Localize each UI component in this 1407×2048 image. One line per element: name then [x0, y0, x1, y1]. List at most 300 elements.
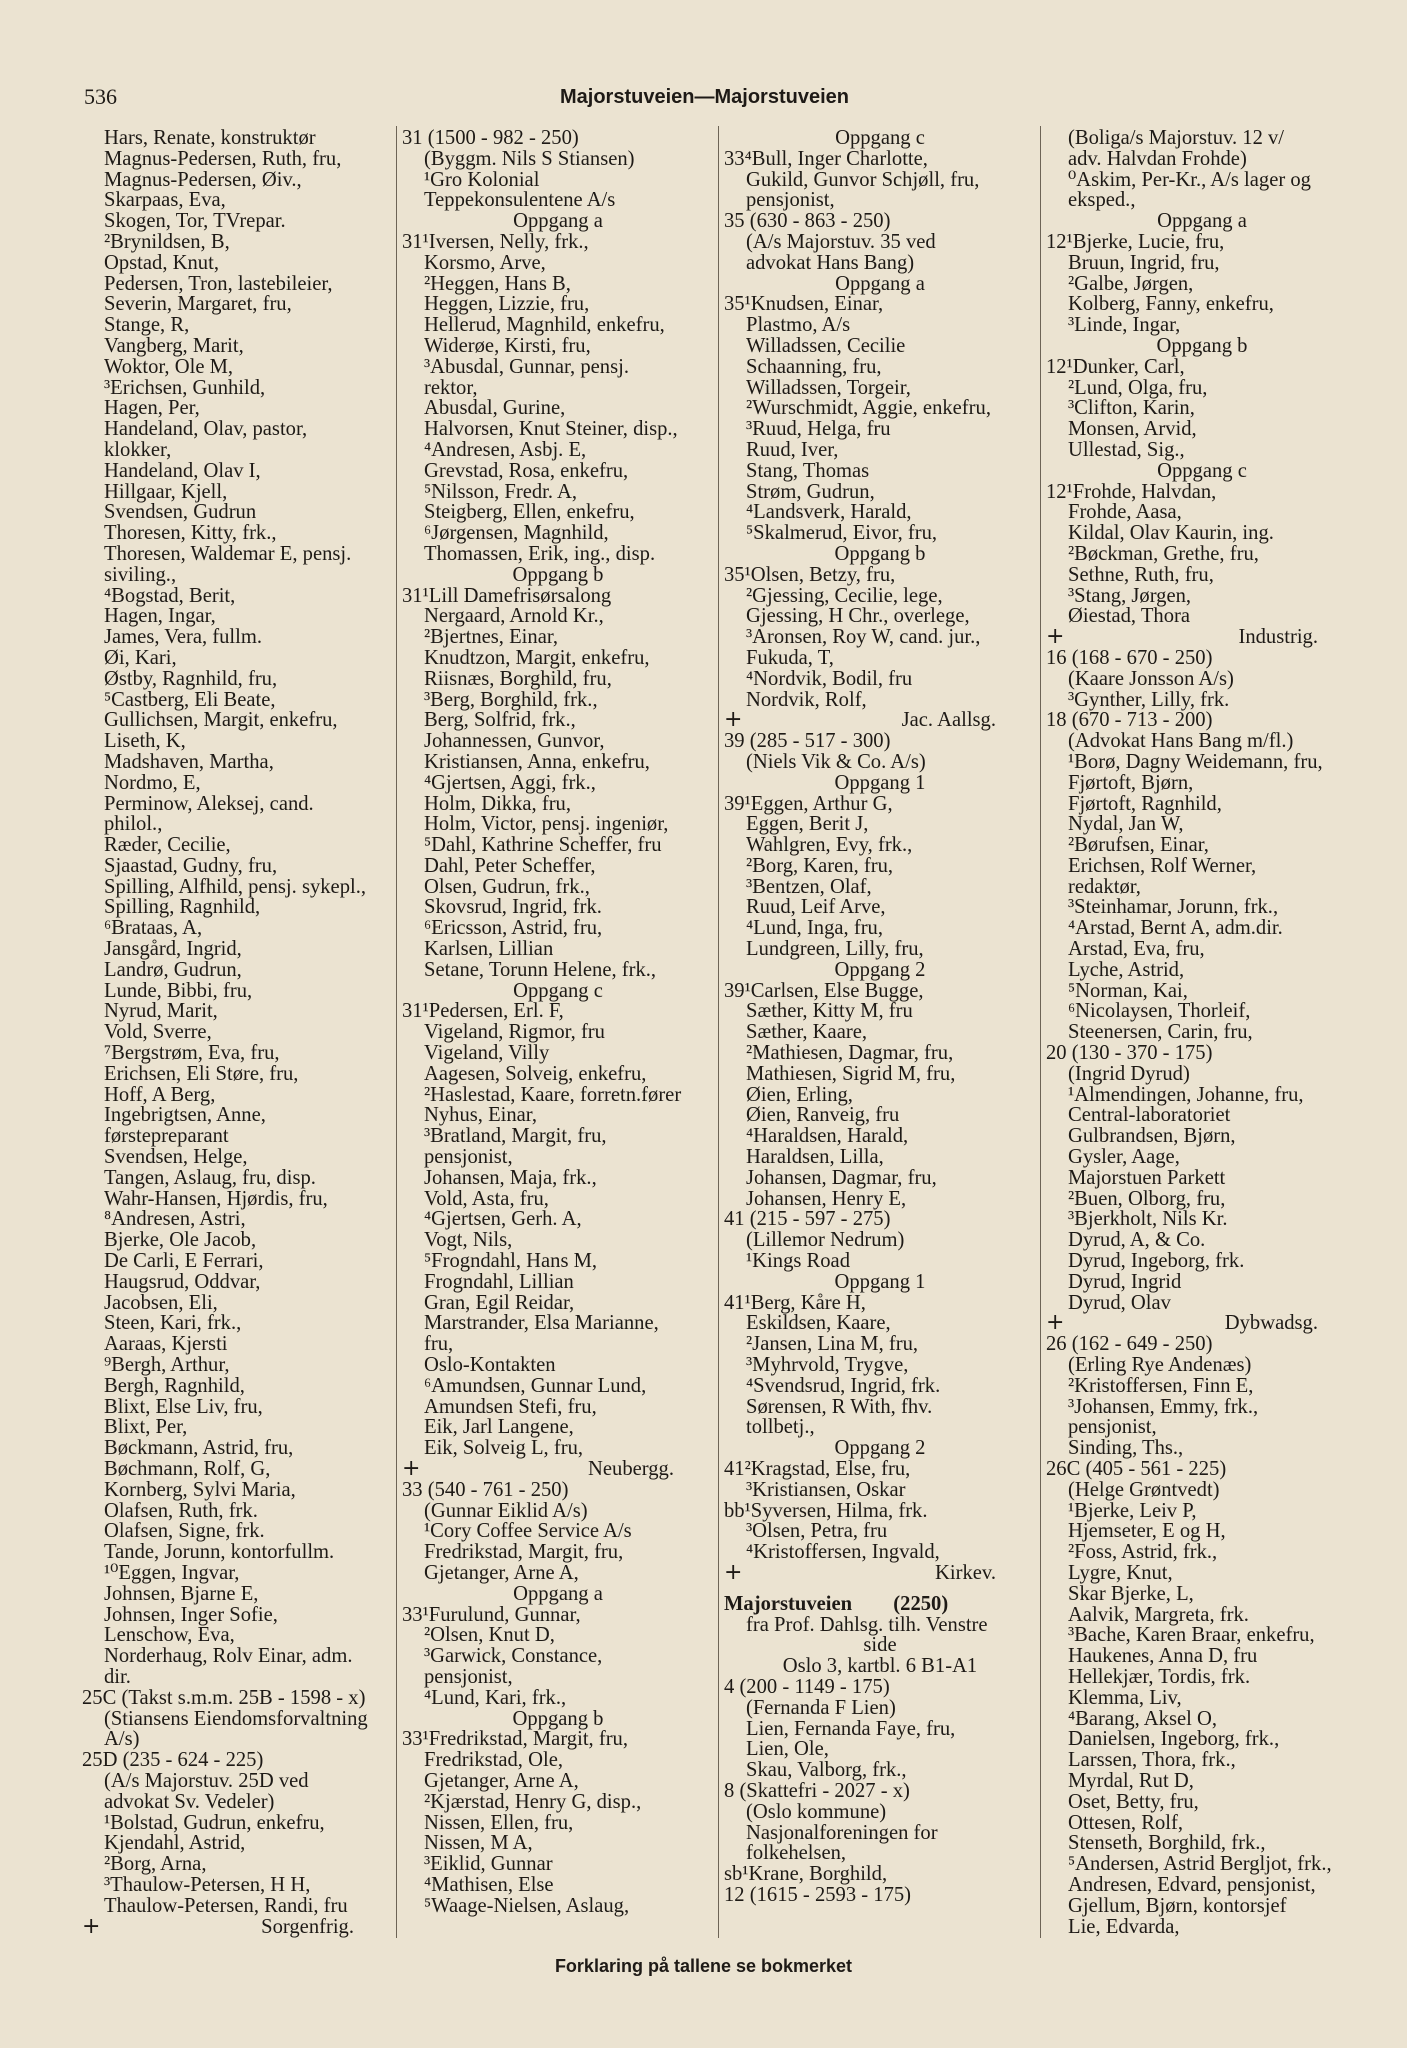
resident-entry: rektor,: [424, 376, 478, 399]
resident-entry: Myrdal, Rut D,: [1068, 1769, 1194, 1792]
resident-entry: Thoresen, Waldemar E, pensj.: [104, 542, 352, 565]
cross-street-name: Sorgenfrig.: [261, 1915, 354, 1938]
resident-entry: Bøckmann, Astrid, fru,: [104, 1437, 294, 1460]
resident-entry: (Fernanda F Lien): [746, 1696, 896, 1719]
address-entry: 31¹Lill Damefrisørsalong: [402, 584, 612, 607]
address-entry: 41²Kragstad, Else, fru,: [724, 1458, 911, 1480]
resident-entry: Svendsen, Helge,: [104, 1146, 248, 1169]
address-entry: 20 (130 - 370 - 175): [1046, 1042, 1213, 1065]
resident-entry: Thomassen, Erik, ing., disp.: [424, 542, 656, 565]
resident-entry: ²Olsen, Knut D,: [424, 1624, 555, 1647]
resident-entry: ⁵Skalmerud, Eivor, fru,: [746, 522, 938, 545]
resident-entry: Plastmo, A/s: [746, 314, 851, 337]
cross-street-line: [1046, 1310, 1358, 1336]
resident-entry: Karlsen, Lillian: [424, 938, 554, 961]
resident-entry: Andresen, Edvard, pensjonist,: [1068, 1873, 1316, 1896]
resident-entry: ⁶Nicolaysen, Thorleif,: [1068, 1000, 1251, 1023]
resident-entry: redaktør,: [1068, 875, 1141, 898]
resident-entry: ³Bache, Karen Braar, enkefru,: [1068, 1624, 1315, 1647]
resident-entry: ⁶Amundsen, Gunnar Lund,: [424, 1374, 647, 1397]
resident-entry: Erichsen, Rolf Werner,: [1068, 854, 1257, 877]
resident-entry: Ruud, Iver,: [746, 438, 839, 461]
resident-entry: Johansen, Henry E,: [746, 1187, 907, 1210]
resident-entry: Ullestad, Sig.,: [1068, 438, 1185, 461]
address-entry: 39 (285 - 517 - 300): [724, 730, 891, 753]
address-entry: 12¹Dunker, Carl,: [1046, 355, 1185, 378]
resident-entry: Hellerud, Magnhild, enkefru,: [424, 314, 665, 337]
resident-entry: (Kaare Jonsson A/s): [1068, 667, 1234, 690]
resident-entry: Stenseth, Borghild, frk.,: [1068, 1832, 1266, 1855]
resident-entry: (Helge Grøntvedt): [1068, 1478, 1220, 1501]
resident-entry: Hagen, Ingar,: [104, 605, 216, 628]
resident-entry: ²Lund, Olga, fru,: [1068, 376, 1208, 399]
resident-entry: Ingebrigtsen, Anne,: [104, 1104, 266, 1127]
cross-street-line: [1046, 624, 1358, 650]
resident-entry: Aalvik, Margreta, frk.: [1068, 1603, 1249, 1626]
column-divider: [396, 126, 397, 1938]
resident-entry: Oset, Betty, fru,: [1068, 1790, 1199, 1813]
resident-entry: Korsmo, Arve,: [424, 251, 546, 274]
resident-entry: Ruud, Leif Arve,: [746, 896, 886, 919]
resident-entry: ³Bratland, Margit, fru,: [424, 1125, 607, 1148]
resident-entry: Fukuda, T,: [746, 646, 834, 669]
resident-entry: Jansgård, Ingrid,: [104, 938, 242, 961]
resident-entry: Holm, Dikka, fru,: [424, 792, 571, 815]
resident-entry: ⁶Ericsson, Astrid, fru,: [424, 917, 603, 940]
resident-entry: ²Kristoffersen, Finn E,: [1068, 1374, 1254, 1397]
stairway-heading: side: [863, 1634, 897, 1657]
resident-entry: Lunde, Bibbi, fru,: [104, 979, 253, 1002]
resident-entry: Woktor, Ole M,: [104, 355, 234, 378]
resident-entry: Haraldsen, Lilla,: [746, 1146, 884, 1169]
cross-mark-icon: +: [1046, 624, 1065, 650]
resident-entry: Fjørtoft, Bjørn,: [1068, 771, 1194, 794]
resident-entry: Haugsrud, Oddvar,: [104, 1270, 261, 1293]
resident-entry: Spilling, Alfhild, pensj. sykepl.,: [104, 875, 367, 898]
resident-entry: advokat Sv. Vedeler): [104, 1790, 275, 1813]
address-entry: 4 (200 - 1149 - 175): [724, 1675, 890, 1698]
resident-entry: ³Johansen, Emmy, frk.,: [1068, 1395, 1259, 1418]
resident-entry: Gjessing, H Chr., overlege,: [746, 605, 970, 628]
resident-entry: ³Erichsen, Gunhild,: [104, 376, 266, 399]
resident-entry: Opstad, Knut,: [104, 251, 219, 274]
address-entry: bb¹Syversen, Hilma, frk.: [724, 1499, 928, 1522]
resident-entry: pensjonist,: [746, 189, 835, 212]
stairway-heading: Oppgang a: [513, 210, 603, 233]
address-entry: 31¹Iversen, Nelly, frk.,: [402, 230, 589, 253]
stairway-heading: Oppgang a: [1157, 210, 1247, 233]
resident-entry: Skar Bjerke, L,: [1068, 1582, 1194, 1605]
resident-entry: Tangen, Aslaug, fru, disp.: [104, 1166, 316, 1189]
resident-entry: Johannessen, Gunvor,: [424, 730, 605, 753]
address-entry: 33¹Fredrikstad, Margit, fru,: [402, 1728, 628, 1751]
page-number: 536: [84, 84, 117, 109]
address-entry: 39¹Eggen, Arthur G,: [724, 792, 893, 815]
resident-entry: (A/s Majorstuv. 25D ved: [104, 1769, 309, 1792]
resident-entry: philol.,: [104, 813, 163, 836]
resident-entry: ³Olsen, Petra, fru: [746, 1520, 888, 1543]
resident-entry: (Advokat Hans Bang m/fl.): [1068, 730, 1294, 753]
cross-mark-icon: +: [724, 707, 743, 733]
resident-entry: Johansen, Maja, frk.,: [424, 1166, 597, 1189]
resident-entry: Hars, Renate, konstruktør: [104, 127, 316, 149]
resident-entry: ⁷Bergstrøm, Eva, fru,: [104, 1042, 280, 1065]
resident-entry: De Carli, E Ferrari,: [104, 1250, 264, 1273]
resident-entry: ¹Cory Coffee Service A/s: [424, 1520, 632, 1543]
resident-entry: Bjerke, Ole Jacob,: [104, 1229, 257, 1252]
resident-entry: ⁴Lund, Kari, frk.,: [424, 1686, 567, 1709]
cross-street-name: Neubergg.: [588, 1458, 674, 1480]
resident-entry: Sinding, Ths.,: [1068, 1437, 1184, 1460]
resident-entry: Abusdal, Gurine,: [424, 397, 566, 420]
resident-entry: Willadssen, Torgeir,: [746, 376, 911, 399]
resident-entry: Jacobsen, Eli,: [104, 1291, 218, 1314]
stairway-heading: Oppgang c: [835, 127, 925, 149]
resident-entry: Tande, Jorunn, kontorfullm.: [104, 1541, 335, 1564]
resident-entry: ⁴Andresen, Asbj. E,: [424, 438, 587, 461]
resident-entry: Østby, Ragnhild, fru,: [104, 667, 278, 690]
resident-entry: advokat Hans Bang): [746, 251, 915, 274]
resident-entry: Olafsen, Ruth, frk.: [104, 1499, 258, 1522]
address-entry: 31 (1500 - 982 - 250): [402, 127, 579, 149]
resident-entry: Vangberg, Marit,: [104, 334, 244, 357]
resident-entry: ³Thaulow-Petersen, H H,: [104, 1873, 311, 1896]
cross-street-name: Dybwadsg.: [1224, 1312, 1318, 1335]
resident-entry: Eik, Jarl Langene,: [424, 1416, 574, 1439]
resident-entry: ³Ruud, Helga, fru: [746, 418, 891, 441]
stairway-heading: Oppgang a: [513, 1582, 603, 1605]
resident-entry: ⁵Frogndahl, Hans M,: [424, 1250, 598, 1273]
resident-entry: Vigeland, Rigmor, fru: [424, 1021, 605, 1044]
resident-entry: ⁴Lund, Inga, fru,: [746, 917, 883, 940]
resident-entry: ³Gynther, Lilly, frk.: [1068, 688, 1230, 711]
resident-entry: Øien, Erling,: [746, 1083, 853, 1106]
address-entry: 18 (670 - 713 - 200): [1046, 709, 1213, 732]
resident-entry: Fjørtoft, Ragnhild,: [1068, 792, 1222, 815]
resident-entry: Skovsrud, Ingrid, frk.: [424, 896, 602, 919]
resident-entry: (Gunnar Eiklid A/s): [424, 1499, 588, 1522]
resident-entry: ³Eiklid, Gunnar: [424, 1853, 553, 1876]
resident-entry: Dyrud, A, & Co.: [1068, 1229, 1206, 1252]
resident-entry: Aaraas, Kjersti: [104, 1333, 228, 1356]
resident-entry: Nordmo, E,: [104, 771, 201, 794]
resident-entry: Nasjonalforeningen for: [746, 1821, 938, 1844]
resident-entry: (Ingrid Dyrud): [1068, 1062, 1190, 1085]
resident-entry: Thoresen, Kitty, frk.,: [104, 522, 277, 545]
resident-entry: ¹Gro Kolonial: [424, 168, 540, 191]
stairway-heading: Oppgang 2: [834, 1437, 926, 1460]
resident-entry: Perminow, Aleksej, cand.: [104, 792, 314, 815]
resident-entry: Nydal, Jan W,: [1068, 813, 1184, 836]
resident-entry: Spilling, Ragnhild,: [104, 896, 261, 919]
resident-entry: Larssen, Thora, frk.,: [1068, 1749, 1236, 1772]
resident-entry: ³Bentzen, Olaf,: [746, 875, 872, 898]
resident-entry: ⁵Dahl, Kathrine Scheffer, fru: [424, 834, 662, 857]
resident-entry: Willadssen, Cecilie: [746, 334, 906, 357]
resident-entry: Gullichsen, Margit, enkefru,: [104, 709, 338, 732]
stairway-heading: Oppgang a: [835, 272, 925, 295]
resident-entry: Øiestad, Thora: [1068, 605, 1191, 628]
resident-entry: ³Aronsen, Roy W, cand. jur.,: [746, 626, 981, 649]
resident-entry: Nergaard, Arnold Kr.,: [424, 605, 604, 628]
resident-entry: Steenersen, Carin, fru,: [1068, 1021, 1253, 1044]
resident-entry: ⁶Brataas, A,: [104, 917, 203, 940]
resident-entry: ²Borg, Karen, fru,: [746, 854, 894, 877]
resident-entry: Knudtzon, Margit, enkefru,: [424, 646, 650, 669]
resident-entry: ⁴Landsverk, Harald,: [746, 501, 912, 524]
resident-entry: fra Prof. Dahlsg. tilh. Venstre: [746, 1613, 988, 1636]
resident-entry: Frohde, Aasa,: [1068, 501, 1182, 524]
resident-entry: Mathiesen, Sigrid M, fru,: [746, 1062, 956, 1085]
resident-entry: Steigberg, Ellen, enkefru,: [424, 501, 635, 524]
resident-entry: førstepreparant: [104, 1125, 229, 1148]
resident-entry: ¹Borø, Dagny Weidemann, fru,: [1068, 750, 1323, 773]
resident-entry: Nyrud, Marit,: [104, 1000, 218, 1023]
address-entry: 35¹Olsen, Betzy, fru,: [724, 563, 896, 586]
address-entry: 12¹Frohde, Halvdan,: [1046, 480, 1217, 503]
cross-street-line: [82, 1913, 394, 1939]
resident-entry: Thaulow-Petersen, Randi, fru: [104, 1894, 348, 1917]
resident-entry: Magnus-Pedersen, Ruth, fru,: [104, 147, 342, 170]
resident-entry: Fredrikstad, Margit, fru,: [424, 1541, 624, 1564]
address-entry: 35 (630 - 863 - 250): [724, 210, 891, 233]
resident-entry: ⁹Bergh, Arthur,: [104, 1354, 230, 1377]
resident-entry: Eskildsen, Kaare,: [746, 1312, 891, 1335]
cross-street-name: Jac. Aallsg.: [901, 709, 996, 732]
resident-entry: ²Mathiesen, Dagmar, fru,: [746, 1042, 954, 1065]
resident-entry: ⁴Mathisen, Else: [424, 1873, 554, 1896]
resident-entry: Lenschow, Eva,: [104, 1624, 235, 1647]
resident-entry: ³Abusdal, Gunnar, pensj.: [424, 355, 629, 378]
resident-entry: pensjonist,: [1068, 1416, 1157, 1439]
address-entry: 26 (162 - 649 - 250): [1046, 1333, 1213, 1356]
stairway-heading: Oppgang 2: [834, 958, 926, 981]
resident-entry: tollbetj.,: [746, 1416, 815, 1439]
resident-entry: Vold, Sverre,: [104, 1021, 212, 1044]
stairway-heading: Oppgang 1: [834, 1270, 926, 1293]
resident-entry: Madshaven, Martha,: [104, 750, 274, 773]
resident-entry: Arstad, Eva, fru,: [1068, 938, 1205, 961]
resident-entry: Lyche, Astrid,: [1068, 958, 1185, 981]
stairway-heading: Oppgang c: [1157, 459, 1247, 482]
resident-entry: Kildal, Olav Kaurin, ing.: [1068, 522, 1274, 545]
address-entry: 25C (Takst s.m.m. 25B - 1598 - x): [82, 1686, 366, 1709]
resident-entry: ¹Bjerke, Leiv P,: [1068, 1499, 1197, 1522]
resident-entry: (Lillemor Nedrum): [746, 1229, 905, 1252]
resident-entry: Lygre, Knut,: [1068, 1561, 1173, 1584]
resident-entry: Steen, Kari, frk.,: [104, 1312, 242, 1335]
resident-entry: Stange, R,: [104, 314, 190, 337]
resident-entry: Nissen, Ellen, fru,: [424, 1811, 574, 1834]
resident-entry: Gjetanger, Arne A,: [424, 1561, 579, 1584]
address-entry: 35¹Knudsen, Einar,: [724, 293, 884, 316]
resident-entry: ²Jansen, Lina M, fru,: [746, 1333, 919, 1356]
resident-entry: Sethne, Ruth, fru,: [1068, 563, 1214, 586]
address-entry: 39¹Carlsen, Else Bugge,: [724, 979, 924, 1002]
resident-entry: ³Steinhamar, Jorunn, frk.,: [1068, 896, 1279, 919]
resident-entry: Nordvik, Rolf,: [746, 688, 867, 711]
resident-entry: Frogndahl, Lillian: [424, 1270, 574, 1293]
resident-entry: ⁴Gjertsen, Aggi, frk.,: [424, 771, 596, 794]
address-entry: 33¹Furulund, Gunnar,: [402, 1603, 581, 1626]
resident-entry: Johnsen, Inger Sofie,: [104, 1603, 278, 1626]
address-entry: 12 (1615 - 2593 - 175): [724, 1883, 912, 1906]
resident-entry: Severin, Margaret, fru,: [104, 293, 292, 316]
resident-entry: ³Bjerkholt, Nils Kr.: [1068, 1208, 1228, 1231]
resident-entry: Vold, Asta, fru,: [424, 1187, 549, 1210]
resident-entry: Hillgaar, Kjell,: [104, 480, 228, 503]
resident-entry: Oslo-Kontakten: [424, 1354, 556, 1377]
resident-entry: adv. Halvdan Frohde): [1068, 147, 1247, 170]
resident-entry: ³Myhrvold, Trygve,: [746, 1354, 909, 1377]
resident-entry: Gysler, Aage,: [1068, 1146, 1180, 1169]
stairway-heading: Oppgang b: [834, 542, 926, 565]
stairway-heading: Oppgang c: [513, 979, 603, 1002]
resident-entry: ²Haslestad, Kaare, forretn.fører: [424, 1083, 682, 1106]
resident-entry: Dahl, Peter Scheffer,: [424, 854, 596, 877]
resident-entry: Øi, Kari,: [104, 646, 177, 669]
resident-entry: Aagesen, Solveig, enkefru,: [424, 1062, 647, 1085]
resident-entry: (Oslo kommune): [746, 1800, 887, 1823]
resident-entry: Setane, Torunn Helene, frk.,: [424, 958, 657, 981]
resident-entry: Vogt, Nils,: [424, 1229, 513, 1252]
resident-entry: (Boliga/s Majorstuv. 12 v/: [1068, 127, 1285, 149]
resident-entry: Dyrud, Olav: [1068, 1291, 1171, 1314]
resident-entry: eksped.,: [1068, 189, 1136, 212]
resident-entry: Klemma, Liv,: [1068, 1686, 1182, 1709]
resident-entry: ¹Bolstad, Gudrun, enkefru,: [104, 1811, 325, 1834]
address-entry: 33 (540 - 761 - 250): [402, 1478, 569, 1501]
resident-entry: Øien, Ranveig, fru: [746, 1104, 900, 1127]
resident-entry: ⁴Bogstad, Berit,: [104, 584, 236, 607]
resident-entry: Nissen, M A,: [424, 1832, 533, 1855]
resident-entry: ³Berg, Borghild, frk.,: [424, 688, 598, 711]
resident-entry: Gulbrandsen, Bjørn,: [1068, 1125, 1236, 1148]
resident-entry: Halvorsen, Knut Steiner, disp.,: [424, 418, 678, 441]
resident-entry: ⁵Nilsson, Fredr. A,: [424, 480, 578, 503]
resident-entry: ²Wurschmidt, Aggie, enkefru,: [746, 397, 991, 420]
address-entry: 41 (215 - 597 - 275): [724, 1208, 891, 1231]
resident-entry: ²Buen, Olborg, fru,: [1068, 1187, 1226, 1210]
resident-entry: Haukenes, Anna D, fru: [1068, 1645, 1258, 1668]
resident-entry: Lie, Edvarda,: [1068, 1915, 1180, 1938]
resident-entry: ⁴Kristoffersen, Ingvald,: [746, 1541, 940, 1564]
resident-entry: pensjonist,: [424, 1665, 513, 1688]
cross-street-name: Kirkev.: [935, 1561, 996, 1584]
resident-entry: Kristiansen, Anna, enkefru,: [424, 750, 650, 773]
resident-entry: Central-laboratoriet: [1068, 1104, 1231, 1127]
resident-entry: Skarpaas, Eva,: [104, 189, 226, 212]
page-title: Majorstuveien—Majorstuveien: [560, 86, 849, 108]
resident-entry: ⁸Andresen, Astri,: [104, 1208, 246, 1231]
resident-entry: ³Linde, Ingar,: [1068, 314, 1181, 337]
resident-entry: ⁵Castberg, Eli Beate,: [104, 688, 276, 711]
resident-entry: Erichsen, Eli Støre, fru,: [104, 1062, 299, 1085]
resident-entry: ²Foss, Astrid, frk.,: [1068, 1541, 1218, 1564]
resident-entry: ⁴Haraldsen, Harald,: [746, 1125, 909, 1148]
resident-entry: folkehelsen,: [746, 1842, 847, 1865]
resident-entry: Magnus-Pedersen, Øiv.,: [104, 168, 302, 191]
resident-entry: Handeland, Olav, pastor,: [104, 418, 308, 441]
resident-entry: Grevstad, Rosa, enkefru,: [424, 459, 629, 482]
resident-entry: ²Bøckman, Grethe, fru,: [1068, 542, 1259, 565]
resident-entry: Kornberg, Sylvi Maria,: [104, 1478, 296, 1501]
address-entry: 41¹Berg, Kåre H,: [724, 1291, 866, 1314]
resident-entry: Kolberg, Fanny, enkefru,: [1068, 293, 1274, 316]
resident-entry: ⁶Jørgensen, Magnhild,: [424, 522, 609, 545]
resident-entry: Johnsen, Bjarne E,: [104, 1582, 259, 1605]
resident-entry: Sørensen, R With, fhv.: [746, 1395, 933, 1418]
resident-entry: (Erling Rye Andenæs): [1068, 1354, 1252, 1377]
resident-entry: Gran, Egil Reidar,: [424, 1291, 575, 1314]
column-divider: [1040, 126, 1041, 1938]
resident-entry: Hoff, A Berg,: [104, 1083, 216, 1106]
resident-entry: Blixt, Per,: [104, 1416, 188, 1439]
resident-entry: ²Kjærstad, Henry G, disp.,: [424, 1790, 642, 1813]
resident-entry: Danielsen, Ingeborg, frk.,: [1068, 1728, 1280, 1751]
cross-street-line: [402, 1456, 714, 1481]
directory-column-4: [1046, 128, 1358, 1937]
resident-entry: Dyrud, Ingrid: [1068, 1270, 1182, 1293]
resident-entry: ⁴Arstad, Bernt A, adm.dir.: [1068, 917, 1283, 940]
resident-entry: Bøchmann, Rolf, G,: [104, 1458, 271, 1480]
resident-entry: Johansen, Dagmar, fru,: [746, 1166, 937, 1189]
resident-entry: Skau, Valborg, frk.,: [746, 1759, 907, 1782]
resident-entry: Wahr-Hansen, Hjørdis, fru,: [104, 1187, 328, 1210]
resident-entry: Lien, Ole,: [746, 1738, 829, 1761]
resident-entry: Handeland, Olav I,: [104, 459, 261, 482]
resident-entry: Wahlgren, Evy, frk.,: [746, 834, 913, 857]
resident-entry: Marstrander, Elsa Marianne,: [424, 1312, 659, 1335]
resident-entry: ²Børufsen, Einar,: [1068, 834, 1209, 857]
resident-entry: ⁴Nordvik, Bodil, fru: [746, 667, 913, 690]
resident-entry: ¹⁰Eggen, Ingvar,: [104, 1561, 240, 1584]
resident-entry: ¹Almendingen, Johanne, fru,: [1068, 1083, 1304, 1106]
resident-entry: ³Kristiansen, Oskar: [746, 1478, 906, 1501]
cross-mark-icon: +: [402, 1456, 421, 1481]
resident-entry: ²Gjessing, Cecilie, lege,: [746, 584, 943, 607]
resident-entry: Eggen, Berit J,: [746, 813, 869, 836]
resident-entry: ⁵Norman, Kai,: [1068, 979, 1188, 1002]
resident-entry: Gjetanger, Arne A,: [424, 1769, 579, 1792]
resident-entry: Gjellum, Bjørn, kontorsjef: [1068, 1894, 1287, 1917]
resident-entry: (Niels Vik & Co. A/s): [746, 750, 926, 773]
resident-entry: dir.: [104, 1665, 131, 1688]
resident-entry: Ræder, Cecilie,: [104, 834, 231, 857]
resident-entry: Blixt, Else Liv, fru,: [104, 1395, 263, 1418]
resident-entry: ²Heggen, Hans B,: [424, 272, 571, 295]
resident-entry: Hagen, Per,: [104, 397, 200, 420]
resident-entry: Majorstuen Parkett: [1068, 1166, 1226, 1189]
address-entry: 31¹Pedersen, Erl. F,: [402, 1000, 564, 1023]
resident-entry: Eik, Solveig L, fru,: [424, 1437, 584, 1460]
directory-column-2: [402, 128, 714, 1917]
resident-entry: Liseth, K,: [104, 730, 186, 753]
stairway-heading: Oppgang b: [1156, 334, 1248, 357]
resident-entry: Stang, Thomas: [746, 459, 870, 482]
resident-entry: Riisnæs, Borghild, fru,: [424, 667, 612, 690]
resident-entry: Olsen, Gudrun, frk.,: [424, 875, 590, 898]
resident-entry: Nyhus, Einar,: [424, 1104, 537, 1127]
cross-street-line: [724, 1559, 1036, 1585]
stairway-heading: Oppgang 1: [834, 771, 926, 794]
resident-entry: Sjaastad, Gudny, fru,: [104, 854, 278, 877]
cross-street-line: [724, 707, 1036, 733]
resident-entry: klokker,: [104, 438, 172, 461]
resident-entry: ³Garwick, Constance,: [424, 1645, 603, 1668]
resident-entry: Monsen, Arvid,: [1068, 418, 1197, 441]
resident-entry: ⁵Waage-Nielsen, Aslaug,: [424, 1894, 630, 1917]
